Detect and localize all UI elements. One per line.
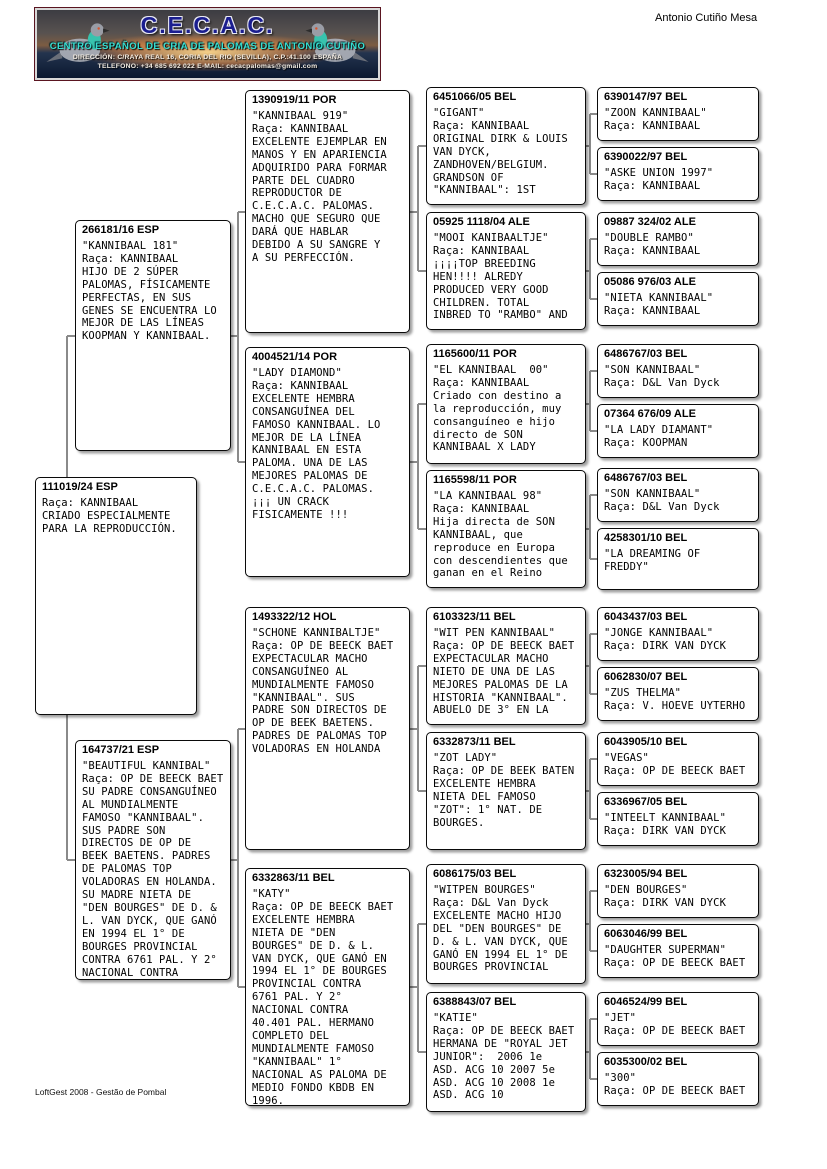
pedigree-text-line: NACIONAL CONTRA bbox=[252, 1004, 349, 1017]
pedigree-text-line: "ZUS THELMA" bbox=[604, 687, 682, 699]
ring-number: 6336967/05 BEL bbox=[604, 796, 688, 808]
pedigree-text-line: REPRODUCTOR DE bbox=[252, 187, 342, 200]
pedigree-text-line: SU PADRE CONSANGUÍNEO bbox=[82, 785, 217, 798]
pedigree-text-line: Raça: KOOPMAN bbox=[604, 436, 688, 449]
connector-line bbox=[590, 173, 597, 175]
ring-number: 111019/24 ESP bbox=[42, 481, 118, 493]
pedigree-text-line: NACIONAL AS PALOMA DE bbox=[252, 1068, 387, 1081]
connector-line bbox=[590, 370, 597, 372]
pedigree-text-line: ORIGINAL DIRK & LOUIS bbox=[433, 132, 568, 145]
connector-line bbox=[586, 403, 590, 405]
pedigree-box-gen3-pos0 bbox=[245, 90, 410, 333]
pedigree-text-line: KOOPMAN Y KANNIBAAL. bbox=[82, 330, 211, 343]
connector-line bbox=[590, 1018, 597, 1020]
connector-line bbox=[589, 891, 591, 951]
ring-number: 6035300/02 BEL bbox=[604, 1056, 688, 1068]
pedigree-text-line: EXCELENTE HEMBRA bbox=[252, 392, 355, 405]
pedigree-text-line: "WITPEN BOURGES" bbox=[433, 884, 536, 896]
club-contact: TELEFONO: +34 685 692 022 E-MAIL: cecacpalomas@gmail.com bbox=[97, 63, 318, 70]
ring-number: 4004521/14 POR bbox=[252, 351, 338, 363]
pedigree-text-line: "ZOON KANNIBAAL" bbox=[604, 107, 707, 119]
pedigree-box-gen5-pos15 bbox=[597, 1052, 759, 1106]
pedigree-text-line: Raça: KANNIBAAL bbox=[433, 119, 530, 132]
pedigree-text-line: "JONGE KANNIBAAL" bbox=[604, 627, 714, 639]
pedigree-text-line: 1994 EL 1° DE BOURGES bbox=[252, 965, 387, 978]
pedigree-text-line: ADQUIRIDO PARA FORMAR bbox=[252, 161, 387, 174]
connector-line bbox=[238, 986, 245, 988]
ring-number: 6388843/07 BEL bbox=[433, 996, 517, 1008]
connector-line bbox=[589, 114, 591, 174]
pedigree-box-gen5-pos10 bbox=[597, 732, 759, 786]
pedigree-text-line: Raça: D&L Van Dyck bbox=[604, 500, 720, 513]
pedigree-text-line: "ASKE UNION 1997" bbox=[604, 167, 714, 179]
pedigree-box-gen4-pos5 bbox=[426, 732, 586, 850]
pedigree-text-line: Raça: KANNIBAAL bbox=[252, 122, 349, 135]
pedigree-text-line: PROVINCIAL CONTRA bbox=[252, 978, 362, 991]
pedigree-text-line: SU MADRE NIETA DE bbox=[82, 889, 192, 902]
pedigree-text-line: PRODUCED VERY GOOD bbox=[433, 283, 549, 296]
pedigree-text-line: ASD. ACG 10 2008 1e bbox=[433, 1076, 556, 1089]
pedigree-box-gen5-pos12 bbox=[597, 864, 759, 918]
pedigree-text-line: HIJO DE 2 SÚPER bbox=[82, 265, 179, 278]
pedigree-text-line: "KATIE" bbox=[433, 1012, 478, 1024]
pedigree-box-gen5-pos5 bbox=[597, 404, 759, 458]
pedigree-text-line: OP DE BEEK BAETENS. bbox=[252, 717, 375, 730]
pedigree-text-line: HEN!!!! ALREDY bbox=[433, 270, 523, 283]
pedigree-text-line: NIETA DEL FAMOSO bbox=[433, 790, 536, 803]
pedigree-box-gen4-pos2 bbox=[426, 344, 586, 464]
pedigree-text-line: CONSANGUÍNEO AL bbox=[252, 665, 349, 678]
pedigree-box-gen5-pos1 bbox=[597, 147, 759, 201]
pedigree-text-line: EXPECTACULAR MACHO bbox=[252, 652, 368, 665]
connector-line bbox=[586, 1051, 590, 1053]
pedigree-text-line: DIRECTOS DE OP DE bbox=[82, 837, 192, 850]
pedigree-box-gen3-pos1 bbox=[245, 347, 410, 577]
pedigree-text-line: EXCELENTE MACHO HIJO bbox=[433, 909, 562, 922]
pedigree-text-line: "LADY DIAMOND" bbox=[252, 367, 342, 379]
pedigree-text-line: "ZOT LADY" bbox=[433, 752, 498, 764]
pedigree-text-line: FISICAMENTE !!! bbox=[252, 508, 349, 521]
pedigree-text-line: Raça: OP DE BEEK BATEN bbox=[433, 764, 575, 777]
pedigree-text-line: "BEAUTIFUL KANNIBAL" bbox=[82, 760, 211, 772]
ring-number: 6451066/05 BEL bbox=[433, 91, 517, 103]
pedigree-text-line: D. & L. VAN DYCK, QUE bbox=[433, 935, 568, 948]
connector-line bbox=[418, 528, 426, 530]
pedigree-text-line: MUNDIALMENTE FAMOSO bbox=[252, 678, 375, 691]
pedigree-box-gen5-pos4 bbox=[597, 344, 759, 398]
pedigree-text-line: Raça: KANNIBAAL bbox=[604, 244, 701, 257]
pedigree-text-line: Criado con destino a bbox=[433, 389, 562, 402]
pedigree-box-gen5-pos3 bbox=[597, 272, 759, 326]
connector-line bbox=[590, 633, 597, 635]
connector-line bbox=[417, 146, 419, 271]
pedigree-text-line: DARÁ QUE HABLAR bbox=[252, 226, 349, 239]
pedigree-text-line: CHILDREN. TOTAL bbox=[433, 296, 530, 309]
pedigree-text-line: Raça: KANNIBAAL bbox=[42, 497, 139, 509]
pedigree-text-line: SUS PADRE SON bbox=[82, 824, 166, 837]
pedigree-box-gen4-pos0 bbox=[426, 87, 586, 205]
connector-line bbox=[238, 461, 245, 463]
pedigree-box-gen5-pos2 bbox=[597, 212, 759, 266]
pedigree-text-line: MUNDIALMENTE FAMOSO bbox=[252, 1042, 375, 1055]
ring-number: 6063046/99 BEL bbox=[604, 928, 688, 940]
pedigree-text-line: COMPLETO DEL bbox=[252, 1029, 330, 1042]
pedigree-text-line: FREDDY" bbox=[604, 560, 649, 573]
ring-number: 6390147/97 BEL bbox=[604, 91, 688, 103]
ring-number: 4258301/10 BEL bbox=[604, 532, 688, 544]
pedigree-text-line: MEJORES PALOMAS DE LA bbox=[433, 678, 568, 691]
pedigree-text-line: FAMOSO KANNIBAAL. LO bbox=[252, 418, 381, 431]
connector-line bbox=[237, 729, 239, 988]
pedigree-text-line: consanguíneo e hijo bbox=[433, 415, 556, 428]
pedigree-text-line: AL MUNDIALMENTE bbox=[82, 798, 179, 811]
pedigree-text-line: MANOS Y EN APARIENCIA bbox=[252, 148, 387, 161]
pedigree-text-line: "SON KANNIBAAL" bbox=[604, 364, 701, 376]
pedigree-text-line: "NIETA KANNIBAAL" bbox=[604, 292, 714, 304]
pedigree-text-line: "LA DREAMING OF bbox=[604, 548, 701, 560]
ring-number: 6046524/99 BEL bbox=[604, 996, 688, 1008]
ring-number: 6323005/94 BEL bbox=[604, 868, 688, 880]
pedigree-text-line: "MOOI KANIBAALTJE" bbox=[433, 232, 549, 244]
pedigree-box-gen4-pos4 bbox=[426, 607, 586, 725]
pedigree-text-line: Raça: V. HOEVE UYTERHO bbox=[604, 699, 746, 712]
pedigree-box-gen2-pos1 bbox=[75, 740, 231, 980]
ring-number: 6486767/03 BEL bbox=[604, 348, 688, 360]
ring-number: 05086 976/03 ALE bbox=[604, 276, 696, 288]
connector-line bbox=[590, 494, 597, 496]
connector-line bbox=[417, 924, 419, 1052]
pedigree-text-line: Raça: OP DE BEECK BAET bbox=[604, 1024, 746, 1037]
connector-line bbox=[410, 461, 418, 463]
pedigree-text-line: "GIGANT" bbox=[433, 107, 485, 119]
connector-line bbox=[586, 270, 590, 272]
pedigree-text-line: HISTORIA "KANNIBAAL". bbox=[433, 691, 568, 704]
pedigree-text-line: BOURGES PROVINCIAL bbox=[82, 940, 198, 953]
pedigree-text-line: ganan en el Reino bbox=[433, 567, 543, 580]
pedigree-text-line: "KANNIBAAL". SUS bbox=[252, 691, 355, 704]
pedigree-text-line: PARTE DEL CUADRO bbox=[252, 174, 355, 187]
pedigree-text-line: "DEN BOURGES" bbox=[604, 884, 688, 896]
pedigree-text-line: Raça: D&L Van Dyck bbox=[433, 896, 549, 909]
connector-line bbox=[590, 430, 597, 432]
pedigree-text-line: "VEGAS" bbox=[604, 752, 649, 764]
pedigree-text-line: "KANNIBAAL" 1° bbox=[252, 1055, 342, 1068]
ring-number: 05925 1118/04 ALE bbox=[433, 216, 530, 228]
pedigree-text-line: Raça: KANNIBAAL bbox=[604, 179, 701, 192]
pedigree-text-line: "WIT PEN KANNIBAAL" bbox=[433, 627, 556, 639]
pedigree-text-line: EXPECTACULAR MACHO bbox=[433, 652, 549, 665]
pedigree-text-line: MEJORES PALOMAS DE bbox=[252, 470, 368, 483]
connector-line bbox=[418, 403, 426, 405]
pedigree-text-line: MACHO QUE SEGURO QUE bbox=[252, 213, 381, 226]
connector-line bbox=[590, 950, 597, 952]
pedigree-text-line: Raça: DIRK VAN DYCK bbox=[604, 639, 727, 652]
ring-number: 6332863/11 BEL bbox=[252, 872, 335, 884]
pedigree-text-line: KANNIBAAL, que bbox=[433, 528, 523, 541]
connector-line bbox=[586, 923, 590, 925]
pedigree-text-line: VOLADORAS EN HOLANDA. bbox=[82, 876, 217, 889]
pedigree-text-line: "KANNIBAAL 181" bbox=[82, 240, 179, 252]
pedigree-text-line: Raça: OP DE BEECK BAET bbox=[252, 900, 394, 913]
pedigree-text-line: DEL "DEN BOURGES" DE bbox=[433, 922, 562, 935]
pedigree-text-line: Raça: KANNIBAAL bbox=[604, 304, 701, 317]
club-acronym: C.E.C.A.C. bbox=[140, 12, 275, 38]
pedigree-text-line: BOURGES PROVINCIAL bbox=[433, 961, 549, 974]
pedigree-text-line: PERFECTAS, EN SUS bbox=[82, 291, 192, 304]
connector-line bbox=[410, 986, 418, 988]
connector-line bbox=[589, 495, 591, 559]
pedigree-text-line: "KANNIBAAL 919" bbox=[252, 110, 349, 122]
pedigree-text-line: Raça: OP DE BEECK BAET bbox=[252, 639, 394, 652]
ring-number: 6390022/97 BEL bbox=[604, 151, 688, 163]
pedigree-text-line: Raça: D&L Van Dyck bbox=[604, 376, 720, 389]
pedigree-text-line: EXCELENTE EJEMPLAR EN bbox=[252, 135, 387, 148]
pedigree-text-line: HERMANA DE "ROYAL JET bbox=[433, 1037, 568, 1050]
pedigree-box-gen4-pos3 bbox=[426, 470, 586, 588]
pedigree-text-line: PALOMA. UNA DE LAS bbox=[252, 457, 368, 470]
connector-line bbox=[590, 558, 597, 560]
pedigree-text-line: C.E.C.A.C. PALOMAS. bbox=[252, 483, 375, 496]
connector-line bbox=[410, 211, 418, 213]
pedigree-text-line: ¡¡¡¡TOP BREEDING bbox=[433, 257, 536, 270]
pedigree-text-line: MEJOR DE LA LÍNEA bbox=[252, 431, 362, 444]
pedigree-text-line: ASD. ACG 10 bbox=[433, 1089, 504, 1102]
connector-line bbox=[418, 923, 426, 925]
pedigree-box-gen5-pos6 bbox=[597, 468, 759, 522]
pedigree-text-line: GENES SE ENCUENTRA LO bbox=[82, 304, 217, 317]
ring-number: 09887 324/02 ALE bbox=[604, 216, 696, 228]
club-address: DIRECCIÓN: C/RAYA REAL 16, CORIA DEL RIO (SEVILLA), C.P.:41.100 ESPAÑA bbox=[72, 54, 343, 61]
pedigree-text-line: ABUELO DE 3° EN LA bbox=[433, 704, 549, 717]
pedigree-box-gen1-pos0 bbox=[35, 477, 197, 715]
pedigree-text-line: "SCHONE KANNIBALTJE" bbox=[252, 627, 381, 639]
pedigree-text-line: CONTRA 6761 PAL. Y 2° bbox=[82, 953, 217, 966]
connector-line bbox=[418, 1051, 426, 1053]
connector-line bbox=[590, 298, 597, 300]
pedigree-text-line: Raça: OP DE BEECK BAET bbox=[433, 639, 575, 652]
pedigree-box-gen4-pos7 bbox=[426, 992, 586, 1112]
connector-line bbox=[67, 859, 75, 861]
pedigree-text-line: la reproducción, muy bbox=[433, 402, 562, 415]
club-name: CENTRO ESPAÑOL DE CRIA DE PALOMAS DE ANTONIO CUTIÑO bbox=[49, 41, 366, 52]
pedigree-text-line: Raça: OP DE BEECK BAET bbox=[604, 956, 746, 969]
pedigree-text-line: VAN DYCK, bbox=[433, 145, 491, 158]
pedigree-box-gen5-pos14 bbox=[597, 992, 759, 1046]
pedigree-text-line: L. VAN DYCK, QUE GANÓ bbox=[82, 914, 217, 927]
ring-number: 6043905/10 BEL bbox=[604, 736, 688, 748]
pedigree-text-line: ZANDHOVEN/BELGIUM. bbox=[433, 158, 549, 171]
pedigree-text-line: "DAUGHTER SUPERMAN" bbox=[604, 944, 727, 956]
pedigree-text-line: 40.401 PAL. HERMANO bbox=[252, 1017, 375, 1030]
pedigree-text-line: KANNIBAAL EN ESTA bbox=[252, 444, 362, 457]
pedigree-box-gen5-pos13 bbox=[597, 924, 759, 978]
connector-line bbox=[589, 634, 591, 694]
pedigree-text-line: BOURGES" DE D. & L. bbox=[252, 939, 375, 952]
pedigree-text-line: DEBIDO A SU SANGRE Y bbox=[252, 239, 381, 252]
pedigree-text-line: GANÓ EN 1994 EL 1° DE bbox=[433, 948, 568, 961]
pedigree-text-line: MEJOR DE LAS LÍNEAS bbox=[82, 317, 205, 330]
pedigree-text-line: C.E.C.A.C. PALOMAS. bbox=[252, 200, 375, 213]
pedigree-text-line: Raça: KANNIBAAL bbox=[82, 252, 179, 265]
pedigree-text-line: Raça: KANNIBAAL bbox=[252, 379, 349, 392]
pedigree-text-line: "ZOT": 1° NAT. DE bbox=[433, 803, 543, 816]
pedigree-text-line: PADRE SON DIRECTOS DE bbox=[252, 704, 387, 717]
pedigree-box-gen4-pos1 bbox=[426, 212, 586, 330]
ring-number: 6086175/03 BEL bbox=[433, 868, 517, 880]
pedigree-text-line: NACIONAL CONTRA bbox=[82, 966, 179, 979]
connector-line bbox=[586, 145, 590, 147]
pedigree-text-line: directo de SON bbox=[433, 428, 523, 441]
ring-number: 1390919/11 POR bbox=[252, 94, 337, 106]
pedigree-text-line: Raça: KANNIBAAL bbox=[604, 119, 701, 132]
pedigree-text-line: "LA KANNIBAAL 98" bbox=[433, 490, 543, 502]
pedigree-text-line: Raça: DIRK VAN DYCK bbox=[604, 824, 727, 837]
connector-line bbox=[238, 211, 245, 213]
pedigree-text-line: JUNIOR": 2006 1e bbox=[433, 1050, 543, 1063]
connector-line bbox=[589, 759, 591, 819]
ring-number: 07364 676/09 ALE bbox=[604, 408, 696, 420]
connector-line bbox=[590, 238, 597, 240]
pedigree-text-line: ¡¡¡ UN CRACK bbox=[252, 496, 330, 509]
pedigree-box-gen5-pos8 bbox=[597, 607, 759, 661]
pedigree-text-line: EXCELENTE HEMBRA bbox=[433, 777, 536, 790]
pedigree-text-line: "SON KANNIBAAL" bbox=[604, 488, 701, 500]
ring-number: 6486767/03 BEL bbox=[604, 472, 688, 484]
pedigree-text-line: PARA LA REPRODUCCIÓN. bbox=[42, 522, 177, 535]
connector-line bbox=[67, 335, 75, 337]
pedigree-box-gen3-pos2 bbox=[245, 607, 410, 850]
connector-line bbox=[586, 665, 590, 667]
ring-number: 1493322/12 HOL bbox=[252, 611, 337, 623]
pedigree-box-gen5-pos9 bbox=[597, 667, 759, 721]
software-credit: LoftGest 2008 - Gestão de Pombal bbox=[35, 1087, 167, 1097]
club-logo-banner bbox=[35, 8, 380, 80]
connector-line bbox=[590, 693, 597, 695]
ring-number: 6103323/11 BEL bbox=[433, 611, 516, 623]
connector-line bbox=[590, 758, 597, 760]
connector-line bbox=[417, 404, 419, 529]
pedigree-text-line: A SU PERFECCIÓN. bbox=[252, 251, 355, 264]
pedigree-text-line: "300" bbox=[604, 1072, 637, 1084]
connector-line bbox=[590, 818, 597, 820]
pedigree-text-line: NIETA DE "DEN bbox=[252, 926, 336, 939]
pedigree-text-line: Raça: OP DE BEECK BAET bbox=[604, 764, 746, 777]
ring-number: 6062830/07 BEL bbox=[604, 671, 688, 683]
pedigree-box-gen4-pos6 bbox=[426, 864, 586, 984]
pedigree-text-line: "KANNIBAAL": 1ST bbox=[433, 184, 536, 197]
ring-number: 266181/16 ESP bbox=[82, 224, 160, 236]
pedigree-text-line: Raça: OP DE BEECK BAET bbox=[604, 1084, 746, 1097]
connector-line bbox=[418, 665, 426, 667]
pedigree-text-line: "JET" bbox=[604, 1012, 637, 1024]
connector-line bbox=[589, 239, 591, 299]
pedigree-text-line: "KATY" bbox=[252, 888, 291, 900]
pedigree-box-gen5-pos7 bbox=[597, 528, 759, 590]
connector-line bbox=[586, 790, 590, 792]
connector-line bbox=[418, 790, 426, 792]
connector-line bbox=[590, 1078, 597, 1080]
connector-line bbox=[231, 859, 238, 861]
connector-line bbox=[590, 890, 597, 892]
pedigree-text-line: Raça: OP DE BEECK BAET bbox=[82, 772, 224, 785]
pedigree-text-line: NIETO DE UNA DE LAS bbox=[433, 665, 556, 678]
pedigree-text-line: BEEK BAETENS. PADRES bbox=[82, 850, 211, 863]
pedigree-text-line: PADRES DE PALOMAS TOP bbox=[252, 730, 387, 743]
pedigree-text-line: Raça: KANNIBAAL bbox=[433, 376, 530, 389]
pedigree-text-line: Raça: KANNIBAAL bbox=[433, 502, 530, 515]
pedigree-text-line: KANNIBAAL X LADY bbox=[433, 441, 536, 454]
ring-number: 164737/21 ESP bbox=[82, 744, 160, 756]
pedigree-text-line: MEDIO FONDO KBDB EN bbox=[252, 1081, 375, 1094]
pedigree-text-line: CRIADO ESPECIALMENTE bbox=[42, 509, 171, 522]
pedigree-text-line: CONSANGUÍNEA DEL bbox=[252, 405, 355, 418]
connector-line bbox=[589, 1019, 591, 1079]
pedigree-text-line: Raça: DIRK VAN DYCK bbox=[604, 896, 727, 909]
pedigree-text-line: VAN DYCK, QUE GANÓ EN bbox=[252, 952, 387, 965]
pedigree-text-line: BOURGES. bbox=[433, 816, 485, 829]
connector-line bbox=[231, 335, 238, 337]
pedigree-text-line: ASD. ACG 10 2007 5e bbox=[433, 1063, 556, 1076]
owner-name: Antonio Cutiño Mesa bbox=[655, 12, 758, 24]
connector-line bbox=[410, 728, 418, 730]
connector-line bbox=[238, 728, 245, 730]
pedigree-text-line: EN 1994 EL 1° DE bbox=[82, 927, 185, 940]
connector-line bbox=[586, 528, 590, 530]
pedigree-box-gen2-pos0 bbox=[75, 220, 231, 451]
pedigree-text-line: "INTEELT KANNIBAAL" bbox=[604, 812, 727, 824]
connector-line bbox=[589, 371, 591, 431]
pedigree-text-line: GRANDSON OF bbox=[433, 171, 504, 184]
pedigree-text-line: Hija directa de SON bbox=[433, 515, 556, 528]
connector-line bbox=[237, 212, 239, 463]
pedigree-text-line: "DEN BOURGES" DE D. & bbox=[82, 901, 217, 914]
pedigree-text-line: "LA LADY DIAMANT" bbox=[604, 424, 714, 436]
pedigree-text-line: INBRED TO "RAMBO" AND bbox=[433, 309, 568, 322]
pedigree-text-line: "DOUBLE RAMBO" bbox=[604, 232, 694, 244]
ring-number: 1165600/11 POR bbox=[433, 348, 517, 360]
connector-line bbox=[418, 270, 426, 272]
pedigree-text-line: reproduce en Europa bbox=[433, 541, 556, 554]
pedigree-text-line: 6761 PAL. Y 2° bbox=[252, 991, 342, 1004]
pedigree-text-line: PALOMAS, FÍSICAMENTE bbox=[82, 278, 211, 291]
ring-number: 1165598/11 POR bbox=[433, 474, 517, 486]
connector-line bbox=[590, 113, 597, 115]
ring-number: 6332873/11 BEL bbox=[433, 736, 516, 748]
pedigree-box-gen3-pos3 bbox=[245, 868, 410, 1106]
pedigree-box-gen5-pos0 bbox=[597, 87, 759, 141]
pedigree-text-line: DE PALOMAS TOP bbox=[82, 863, 172, 876]
connector-line bbox=[418, 145, 426, 147]
pedigree-box-gen5-pos11 bbox=[597, 792, 759, 846]
pedigree-text-line: Raça: KANNIBAAL bbox=[433, 244, 530, 257]
pedigree-text-line: VOLADORAS EN HOLANDA bbox=[252, 743, 381, 756]
pedigree-text-line: 1996. bbox=[252, 1094, 285, 1106]
pedigree-text-line: Raça: OP DE BEECK BAET bbox=[433, 1024, 575, 1037]
pedigree-text-line: FAMOSO "KANNIBAAL". bbox=[82, 811, 205, 824]
pedigree-text-line: "EL KANNIBAAL 00" bbox=[433, 364, 549, 376]
ring-number: 6043437/03 BEL bbox=[604, 611, 688, 623]
pedigree-text-line: con descendientes que bbox=[433, 554, 568, 567]
pedigree-text-line: EXCELENTE HEMBRA bbox=[252, 913, 355, 926]
